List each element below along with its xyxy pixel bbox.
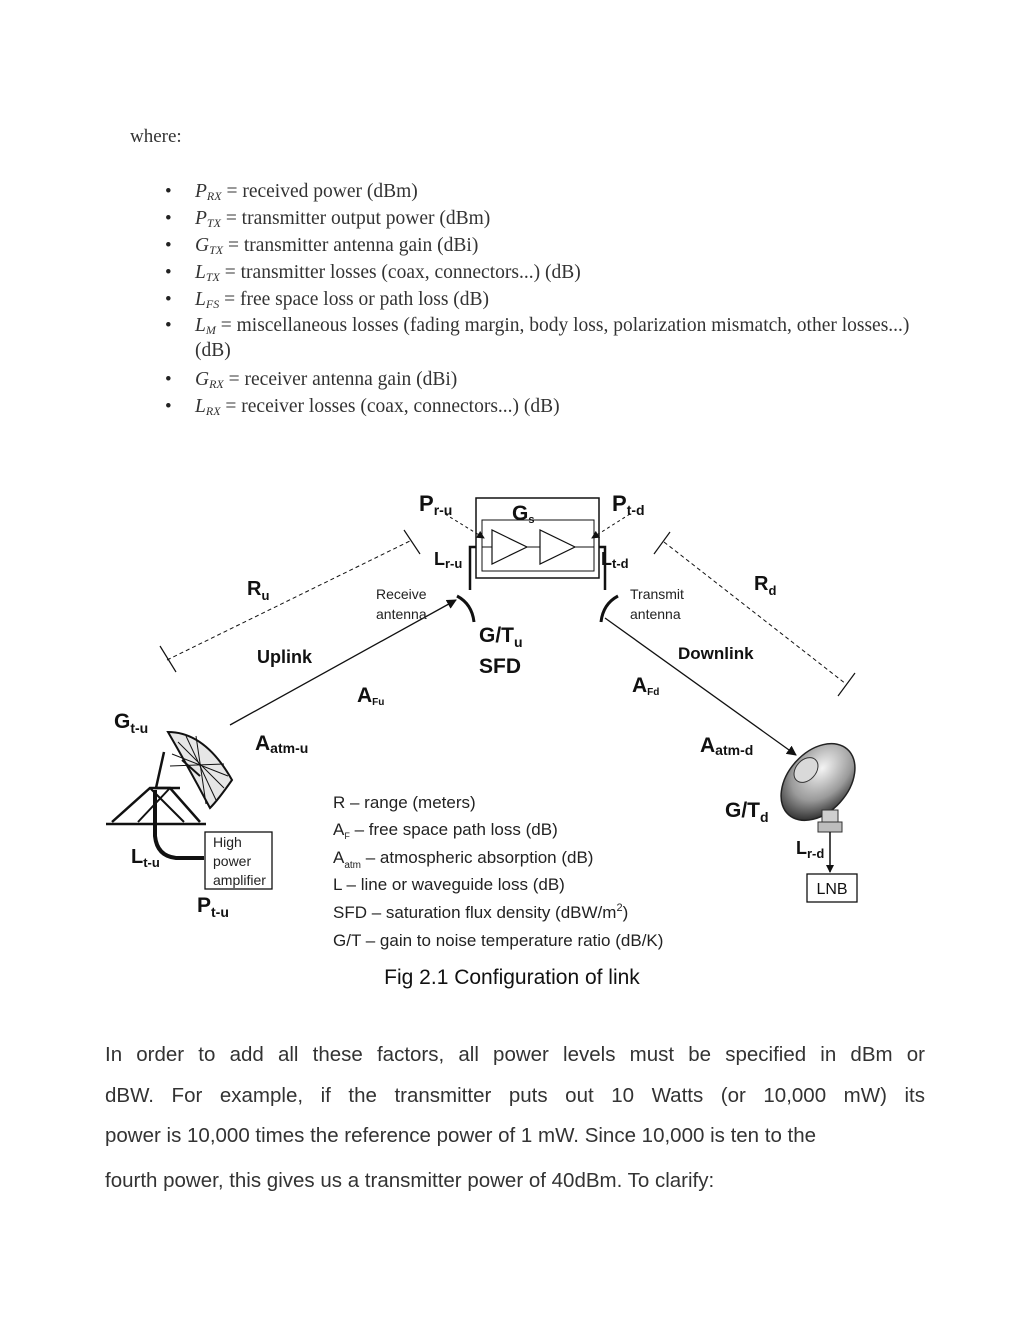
figure-legend — [333, 793, 663, 950]
definition-item — [160, 313, 920, 366]
lnb-label: LNB — [816, 881, 848, 898]
where-label: where: — [130, 126, 182, 147]
definition-item — [160, 205, 920, 232]
l-rd-label: $L_{r-d}$ — [796, 838, 825, 861]
symbol: $L_M$ — [195, 315, 216, 337]
definition-item — [160, 232, 920, 259]
legend-item: G/T – gain to noise temperature ratio (dB/K) — [333, 931, 664, 950]
a-atm-u-label: Aatm-u — [255, 732, 309, 756]
definition-text: = transmitter output power (dBm) — [220, 208, 491, 229]
receive-antenna-label-2: antenna — [376, 606, 427, 622]
symbol: $L_{FS}$ — [195, 289, 220, 311]
legend-item: $A_{atm}$ – atmospheric absorption (dB) — [333, 848, 594, 871]
symbol: $P_{RX}$ — [195, 181, 222, 203]
definition-text: = miscellaneous losses (fading margin, body loss, polarization mismatch, other losses...) (dB) — [195, 315, 910, 361]
hpa-label-1: High — [213, 834, 242, 850]
transmit-antenna-label: Transmit — [630, 586, 684, 602]
transmit-antenna-label-2: antenna — [630, 606, 681, 622]
a-fd-label: AFd — [632, 674, 660, 698]
definition-text: = received power (dBm) — [221, 181, 418, 202]
a-fu-label: AFu — [357, 684, 385, 708]
symbol: $G_{TX}$ — [195, 235, 224, 257]
paragraph-line: dBW. For example, if the transmitter puts out 10 Watts (or 10,000 mW) its — [105, 1084, 925, 1107]
definition-text: = transmitter losses (coax, connectors...) (dB) — [219, 262, 581, 283]
g-tu-label: $G_{t-u}$ — [114, 710, 149, 736]
definition-item — [160, 178, 920, 205]
symbol: $L_{RX}$ — [195, 396, 221, 418]
downlink-label: Downlink — [678, 644, 754, 663]
amplifier-triangle — [540, 530, 575, 564]
paragraph-line: power is 10,000 times the reference power of 1 mW. Since 10,000 is ten to the — [105, 1124, 817, 1147]
p-td-label: Pt-d — [612, 491, 645, 518]
hpa-label-3: amplifier — [213, 872, 266, 888]
l-ru-label: Lr-u — [434, 549, 463, 571]
legend-item: SFD – saturation flux density $(dBW/m^2)$ — [333, 902, 629, 922]
definition-text: = free space loss or path loss (dB) — [219, 289, 490, 310]
l-td-label: Lt-d — [601, 549, 629, 571]
transmit-antenna-dish — [601, 596, 618, 622]
p-tu-label: $P_{t-u}$ — [197, 894, 229, 920]
legend-item: $A_F$ – free space path loss (dB) — [333, 820, 558, 841]
figure-caption: Fig 2.1 Configuration of link — [384, 966, 640, 989]
amplifier-triangle — [492, 530, 527, 564]
definition-item — [160, 286, 920, 313]
definition-text: = receiver losses (coax, connectors...) (dB) — [220, 396, 560, 417]
definition-item — [160, 259, 920, 286]
gt-downlink-label: $G/T_d$ — [725, 799, 769, 825]
transponder — [470, 498, 605, 590]
symbol: $L_{TX}$ — [195, 262, 220, 284]
legend-item: L – line or waveguide loss (dB) — [333, 875, 565, 894]
gs-label: Gs — [512, 502, 535, 526]
definition-list — [160, 178, 920, 420]
p-ru-label: Pr-u — [419, 491, 453, 518]
hpa-label-2: power — [213, 853, 252, 869]
paragraph-line: fourth power, this gives us a transmitter power of 40dBm. To clarify: — [105, 1169, 715, 1192]
a-atm-d-label: Aatm-d — [700, 734, 754, 758]
link-configuration-figure — [0, 470, 1024, 960]
definition-text: = transmitter antenna gain (dBi) — [223, 235, 479, 256]
uplink-label: Uplink — [257, 647, 313, 667]
receive-antenna-dish — [457, 596, 474, 622]
definition-item — [160, 393, 920, 420]
symbol: $P_{TX}$ — [195, 208, 221, 230]
receive-antenna-label: Receive — [376, 586, 427, 602]
definition-item — [160, 366, 920, 393]
definition-text: = receiver antenna gain (dBi) — [223, 369, 458, 390]
range-uplink-label: $R_u$ — [247, 578, 270, 603]
symbol: $G_{RX}$ — [195, 369, 224, 391]
paragraph-line: In order to add all these factors, all power levels must be specified in dBm or — [105, 1043, 925, 1066]
legend-item: R – range (meters) — [333, 793, 476, 812]
range-downlink-label: $R_d$ — [754, 573, 777, 598]
l-tu-label: $L_{t-u}$ — [131, 846, 160, 870]
gt-uplink-label: $G/T_u$ — [479, 624, 523, 650]
sfd-label: SFD — [479, 655, 521, 678]
